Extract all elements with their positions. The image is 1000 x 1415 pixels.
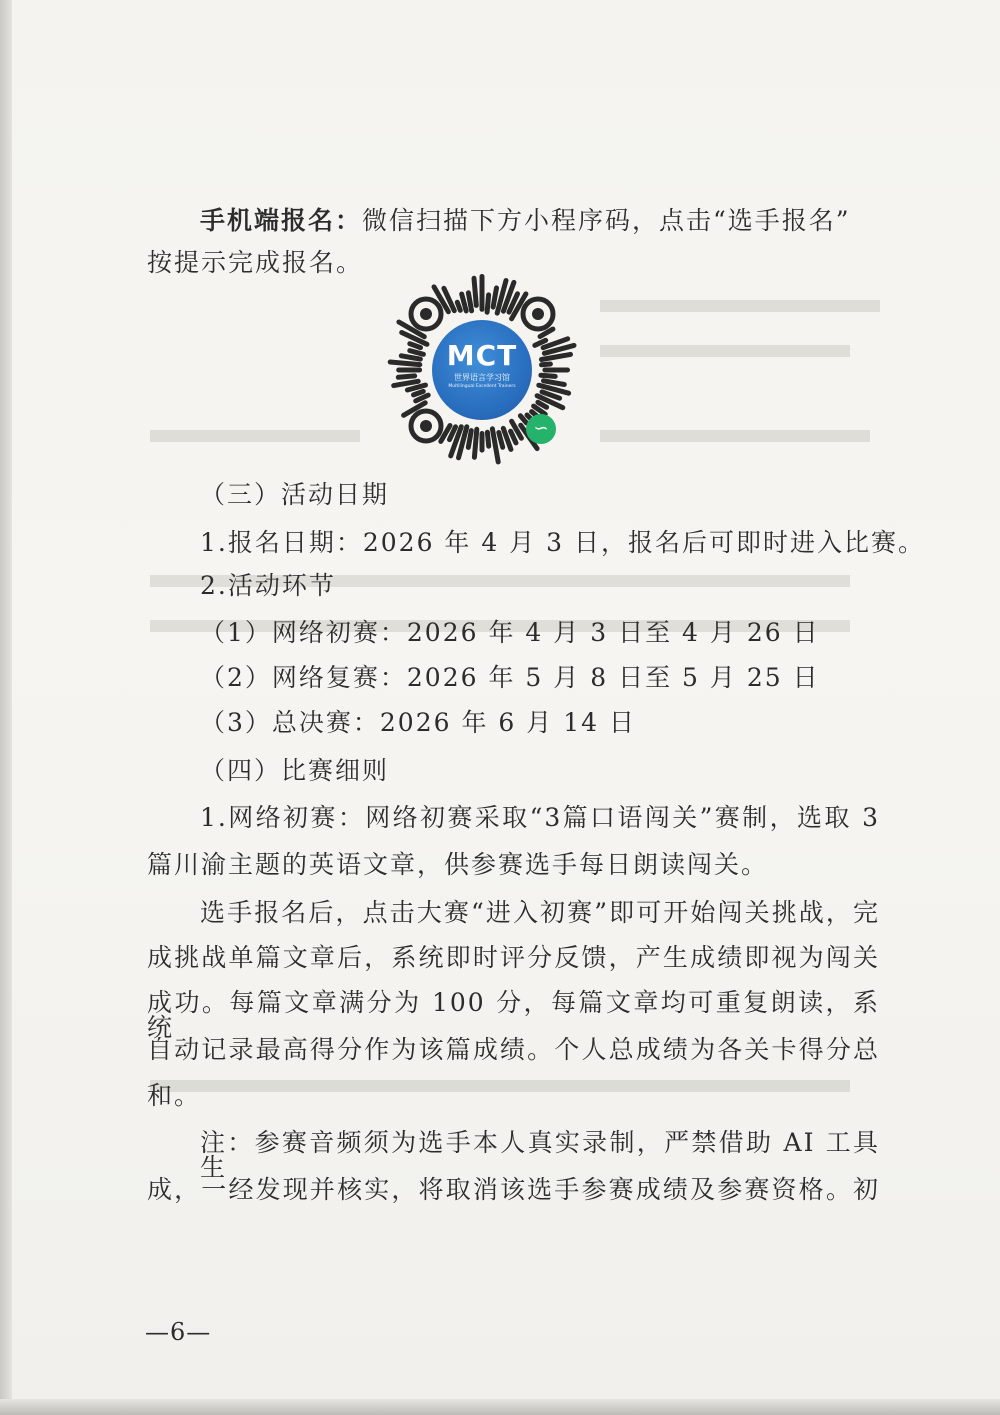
qr-finder-top-left [411, 299, 441, 329]
qr-ray [474, 278, 476, 305]
registration-label: 手机端报名： [200, 206, 363, 235]
qr-ray [535, 340, 546, 345]
mct-logo [432, 320, 532, 420]
bleed-through-decoration [600, 300, 880, 312]
mct-logo-brand: MCT [446, 339, 518, 372]
section-3-item-1: 1.报名日期：2026 年 4 月 3 日，报名后可即时进入比赛。 [200, 528, 926, 557]
qr-ray [487, 295, 489, 312]
registration-text: 微信扫描下方小程序码，点击“选手报名” [362, 206, 851, 235]
qr-ray [468, 431, 471, 448]
section-4-note-line-1: 注：参赛音频须为选手本人真实录制，严禁借助 AI 工具生 [200, 1128, 880, 1182]
page-shadow-left [0, 0, 12, 1415]
section-3-heading: （三）活动日期 [200, 480, 390, 509]
section-3-sub-2: （2）网络复赛：2026 年 5 月 8 日至 5 月 25 日 [200, 663, 820, 692]
section-4-para-2-line-1: 选手报名后，点击大赛“进入初赛”即可开始闯关挑战，完 [200, 898, 880, 927]
section-4-note-line-2: 成，一经发现并核实，将取消该选手参赛成绩及参赛资格。初 [147, 1175, 880, 1204]
bleed-through-decoration [600, 430, 870, 442]
section-3-sub-1: （1）网络初赛：2026 年 4 月 3 日至 4 月 26 日 [200, 618, 820, 647]
qr-ray [410, 344, 421, 348]
registration-line-1 [200, 208, 851, 233]
qr-ray [542, 364, 551, 365]
mct-logo-subtitle-en: Multilingual Excellent Trainers [448, 384, 516, 389]
qr-ray [468, 293, 471, 311]
qr-finder-bottom-left [411, 411, 441, 441]
qr-ray [457, 302, 460, 310]
registration-line-2: 按提示完成报名。 [147, 248, 364, 277]
wechat-mini-program-icon: ∽ [526, 414, 556, 444]
section-3-item-2: 2.活动环节 [200, 571, 336, 600]
qr-ray [511, 431, 516, 443]
qr-ray [493, 288, 496, 307]
qr-ray [398, 376, 414, 377]
qr-ray [414, 391, 424, 395]
qr-ray [544, 381, 565, 385]
section-4-para-2-line-3: 成功。每篇文章满分为 100 分，每篇文章均可重复朗读，系统 [147, 988, 880, 1042]
section-4-para-1-line-2: 篇川渝主题的英语文章，供参赛选手每日朗读闯关。 [147, 850, 769, 879]
section-4-heading: （四）比赛细则 [200, 756, 390, 785]
qr-ray [487, 432, 488, 446]
qr-ray [499, 433, 503, 448]
qr-ray [538, 402, 547, 407]
qr-ray [390, 362, 420, 365]
page-number: —6— [145, 1318, 212, 1346]
qr-ray [410, 351, 424, 355]
section-4-para-2-line-5: 和。 [147, 1081, 202, 1110]
section-4-para-1-line-1: 1.网络初赛：网络初赛采取“3篇口语闯关”赛制，选取 3 [200, 803, 880, 832]
qr-ray [394, 381, 419, 385]
bleed-through-decoration [150, 1080, 850, 1092]
qr-finder-top-right [523, 299, 553, 329]
qr-ray [462, 294, 467, 311]
section-4-para-2-line-4: 自动记录最高得分作为该篇成绩。个人总成绩为各关卡得分总 [147, 1035, 880, 1064]
bleed-through-decoration [600, 345, 850, 357]
qr-ray [474, 429, 476, 457]
mct-logo-subtitle: 世界语言学习馆 [454, 373, 510, 382]
page-shadow-bottom [0, 1399, 1000, 1415]
section-3-sub-3: （3）总决赛：2026 年 6 月 14 日 [200, 708, 636, 737]
qr-ray [401, 356, 420, 359]
mini-program-qr-code[interactable] [382, 270, 582, 470]
qr-ray [541, 375, 555, 376]
section-4-para-2-line-2: 成挑战单篇文章后，系统即时评分反馈，产生成绩即视为闯关 [147, 943, 880, 972]
bleed-through-decoration [150, 430, 360, 442]
